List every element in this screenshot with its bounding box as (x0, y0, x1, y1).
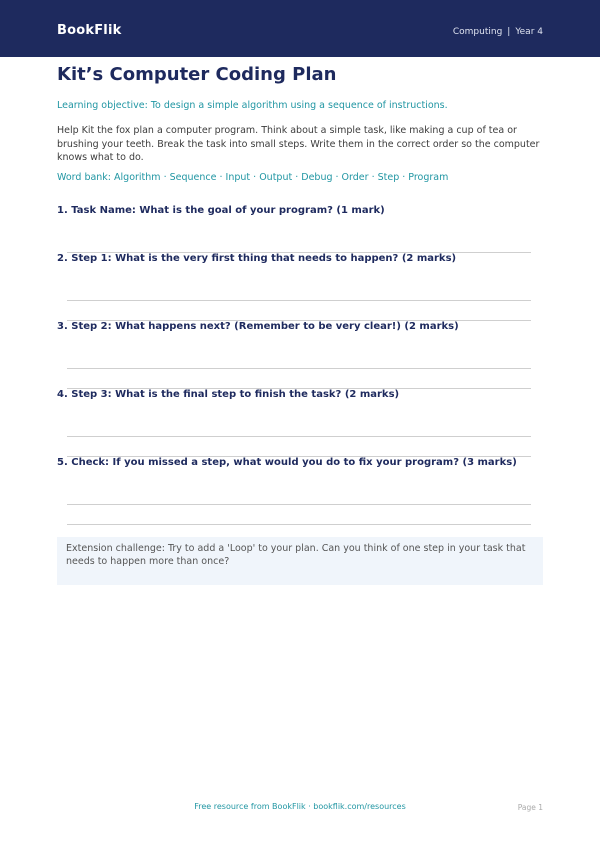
answer-line[interactable] (67, 300, 531, 301)
answer-line[interactable] (67, 368, 531, 369)
subject-label: Computing (452, 27, 503, 37)
page-title: Kit’s Computer Coding Plan (57, 64, 337, 85)
question-5: 5. Check: If you missed a step, what would you do to fix your program? (3 marks) (57, 457, 517, 468)
meta-separator: | (507, 27, 511, 37)
answer-line[interactable] (67, 436, 531, 437)
year-label: Year 4 (515, 27, 543, 37)
intro-text: Help Kit the fox plan a computer program. Think about a simple task, like making a cup of tea or brushing your teeth. Break the task into small steps. Write them in the correct order so the computer knows what to do. (57, 125, 540, 163)
answer-line[interactable] (67, 524, 531, 525)
question-1: 1. Task Name: What is the goal of your program? (1 mark) (57, 205, 385, 216)
footer-text: Free resource from BookFlik · bookflik.com/resources (194, 802, 406, 811)
answer-line[interactable] (67, 504, 531, 505)
brand-logo: BookFlik (57, 23, 122, 38)
extension-challenge: Extension challenge: Try to add a 'Loop' to your plan. Can you think of one step in your task that needs to happen more than once? (57, 537, 543, 585)
question-2: 2. Step 1: What is the very first thing that needs to happen? (2 marks) (57, 253, 457, 264)
header-bar (0, 0, 600, 57)
subject-meta (453, 27, 543, 37)
page-number: Page 1 (517, 803, 543, 812)
word-bank: Word bank: Algorithm · Sequence · Input · Output · Debug · Order · Step · Program (57, 172, 449, 183)
question-3: 3. Step 2: What happens next? (Remember to be very clear!) (2 marks) (57, 321, 459, 332)
learning-objective: Learning objective: To design a simple algorithm using a sequence of instructions. (57, 100, 448, 111)
question-4: 4. Step 3: What is the final step to finish the task? (2 marks) (57, 389, 400, 400)
